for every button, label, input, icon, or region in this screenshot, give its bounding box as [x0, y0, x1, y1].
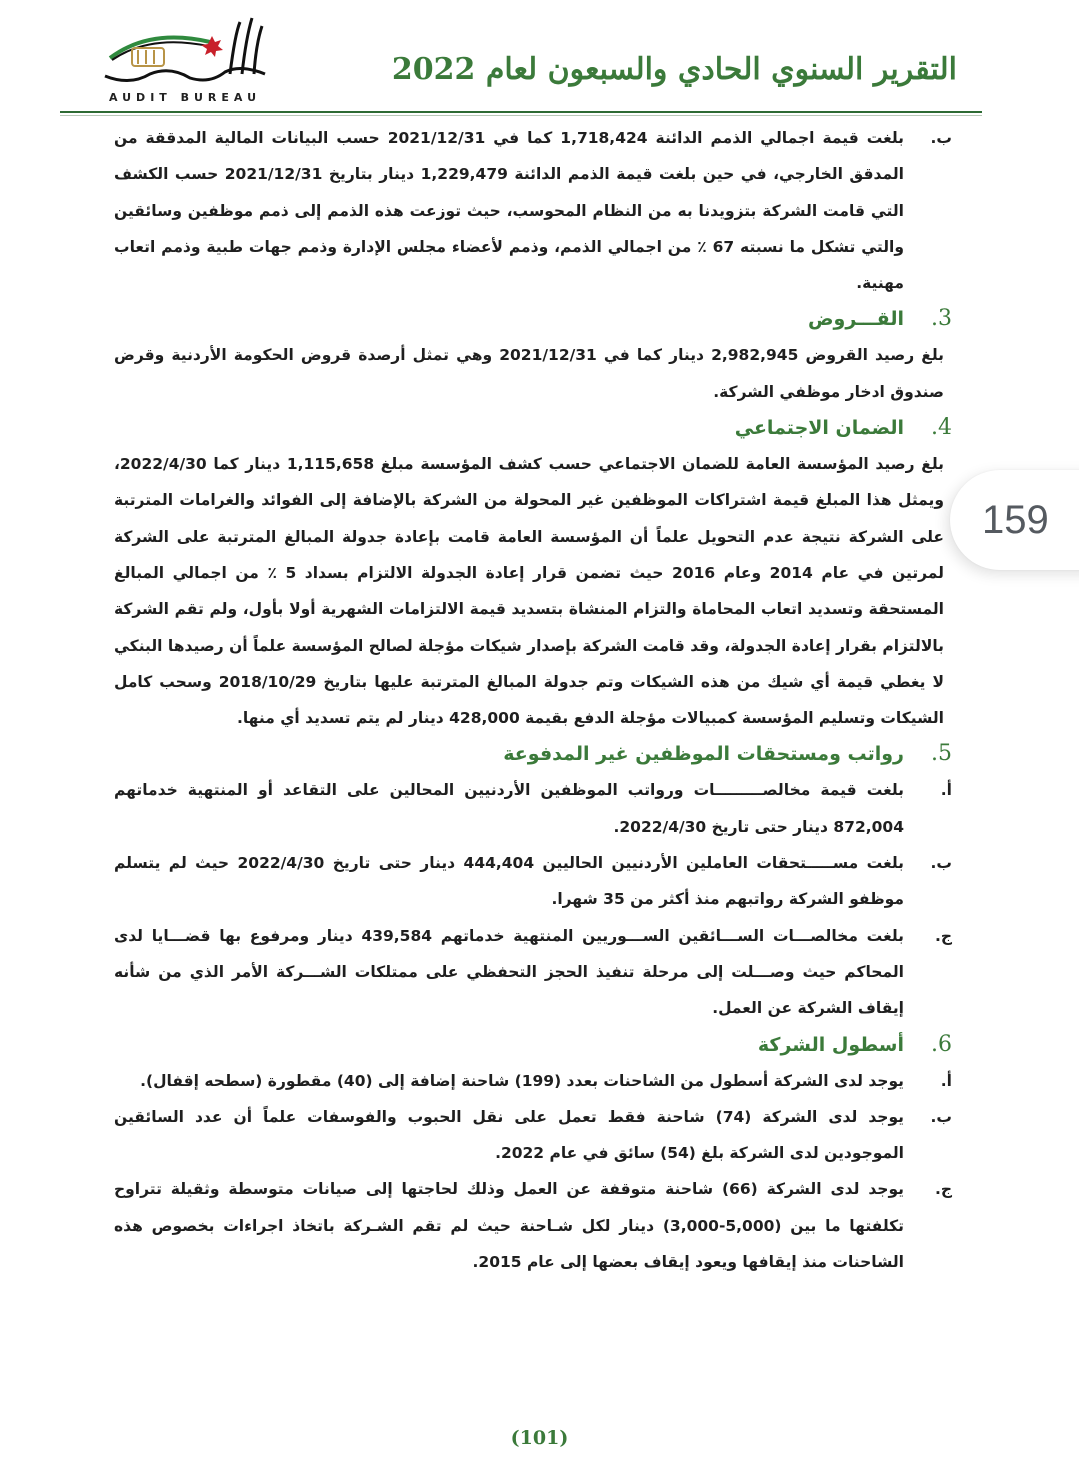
list-item	[114, 772, 952, 845]
report-title: التقرير السنوي الحادي والسبعون لعام 2022	[391, 52, 957, 87]
audit-bureau-logo	[90, 14, 280, 104]
logo-caption: AUDIT BUREAU	[108, 91, 262, 104]
list-item	[114, 918, 952, 1027]
paragraph-social-security: بلغ رصيد المؤسسة العامة للضمان الاجتماعي حسب كشف المؤسسة مبلغ 1,115,658 دينار كما 2022/4/30، ويمثل هذا المبلغ قيمة اشتراكات الموظفين غير المحولة من الشركة بالإضافة إلى الفوائد والغرامات المترتبة على الشركة نتيجة عدم التحويل علماً أن المؤسسة العامة قامت بإعادة جدولة المبالغ المترتبة على الشركة لمرتين في عام 2014 وعام 2016 حيث تضمن قرار إعادة الجدولة الالتزام بسداد 5 ٪ من اجمالي المبالغ المستحقة وتسديد اتعاب المحاماة والتزام المنشاة بتسديد قيمة الالتزامات الشهرية أولا بأول، ولم تقم الشركة بالالتزام بقرار إعادة الجدولة، وقد قامت الشركة بإصدار شيكات مؤجلة لصالح المؤسسة علماً أن رصيدها البنكي لا يغطي قيمة أي شيك من هذه الشيكات وتم جدولة المبالغ المترتبة عليها بتاريخ 2018/10/29 وسحب كامل الشيكات وتسليم المؤسسة كمبيالات مؤجلة الدفع بقيمة 428,000 دينار لم يتم تسديد أي منها.	[114, 455, 944, 728]
paragraph-loans: بلغ رصيد القروض 2,982,945 دينار كما في 2021/12/31 وهي تمثل أرصدة قروض الحكومة الأردنية وقرض صندوق ادخار موظفي الشركة.	[114, 346, 944, 401]
paragraph: يوجد لدى الشركة أسطول من الشاحنات بعدد (199) شاحنة إضافة إلى (40) مقطورة (سطحه إقفال).	[140, 1071, 904, 1090]
item-marker: ج.	[934, 1180, 952, 1199]
paragraph: بلغت مخالصـــات الســـائقين الســـوريين المنتهية خدماتهم 439,584 دينار ومرفوع بها قضـــايا لدى المحاكم حيث وصـــلت إلى مرحلة تنفيذ الحجز التحفظي على ممتلكات الشـــركة الأمر الذي من شأنه إيقاف الشركة عن العمل.	[114, 926, 904, 1018]
paragraph: بلغت قيمة اجمالي الذمم الدائنة 1,718,424 كما في 2021/12/31 حسب البيانات المالية المدققة من المدقق الخارجي، في حين بلغت قيمة الذمم الدائنة 1,229,479 دينار بتاريخ 2021/12/31 حسب الكشف التي قامت الشركة بتزويدنا به من النظام المحوسب، حيث توزعت هذه الذمم إلى ذمم موظفين وسائقين والتي تشكل ما نسبته 67 ٪ من اجمالي الذمم، وذمم لأعضاء مجلس الإدارة وذمم جهات طبية وذمم اتعاب مهنية.	[114, 129, 904, 293]
list-item	[114, 845, 952, 918]
page-tab[interactable]	[950, 470, 1079, 570]
section-number: 3.	[931, 306, 952, 332]
item-marker: أ.	[940, 781, 952, 800]
paragraph: بلغت قيمة مخالصـــــــــات ورواتب الموظفين الأردنيين المحالين على التقاعد أو المنتهية خدماتهم 872,004 دينار حتى تاريخ 2022/4/30.	[114, 781, 904, 836]
section-heading-unpaid-salaries	[114, 736, 952, 772]
paragraph: يوجد لدى الشركة (66) شاحنة متوقفة عن العمل وذلك لحاجتها إلى صيانات متوسطة وثقيلة تتراوح تكلفتها ما بين (5,000-3,000) دينار لكل شـاحنة حيث لم تقم الشـركة باتخاذ اجراءات بخصوص هذه الشاحنات منذ إيقافها ويعود إيقاف بعضها إلى عام 2015.	[114, 1180, 904, 1272]
item-marker: ج.	[934, 926, 952, 945]
section-title: القـــروض	[808, 308, 904, 331]
item-marker: ب.	[930, 1107, 952, 1126]
section-heading-loans	[114, 301, 952, 337]
section-number: 5.	[931, 741, 952, 767]
section-title: رواتب ومستحقات الموظفين غير المدفوعة	[503, 743, 904, 766]
page-header	[0, 0, 1079, 110]
section-number: 4.	[931, 415, 952, 441]
list-item	[114, 120, 952, 301]
logo-emblem-icon	[90, 14, 280, 88]
item-marker: ب.	[930, 129, 952, 147]
paragraph: يوجد لدى الشركة (74) شاحنة فقط تعمل على نقل الحبوب والفوسفات علماً أن عدد السائقين الموجودين لدى الشركة بلغ (54) سائق في عام 2022.	[114, 1107, 904, 1163]
list-item	[114, 1063, 952, 1099]
section-heading-fleet	[114, 1027, 952, 1063]
item-marker: ب.	[930, 854, 952, 873]
page-number: (101)	[510, 1427, 569, 1449]
item-marker: أ.	[940, 1071, 952, 1090]
header-divider	[60, 111, 982, 113]
section-number: 6.	[931, 1031, 952, 1057]
list-item	[114, 1099, 952, 1172]
header-divider-thin	[60, 115, 982, 116]
document-body	[114, 120, 952, 1280]
page-tab-number: 159	[982, 498, 1049, 542]
section-title: أسطول الشركة	[757, 1033, 904, 1056]
section-title: الضمان الاجتماعي	[734, 417, 904, 440]
list-item	[114, 1171, 952, 1280]
paragraph: بلغت مســـــتحقات العاملين الأردنيين الحاليين 444,404 دينار حتى تاريخ 2022/4/30 حيث لم يتسلم موظفو الشركة رواتبهم منذ أكثر من 35 شهرا.	[114, 854, 904, 909]
section-heading-social-security	[114, 410, 952, 446]
